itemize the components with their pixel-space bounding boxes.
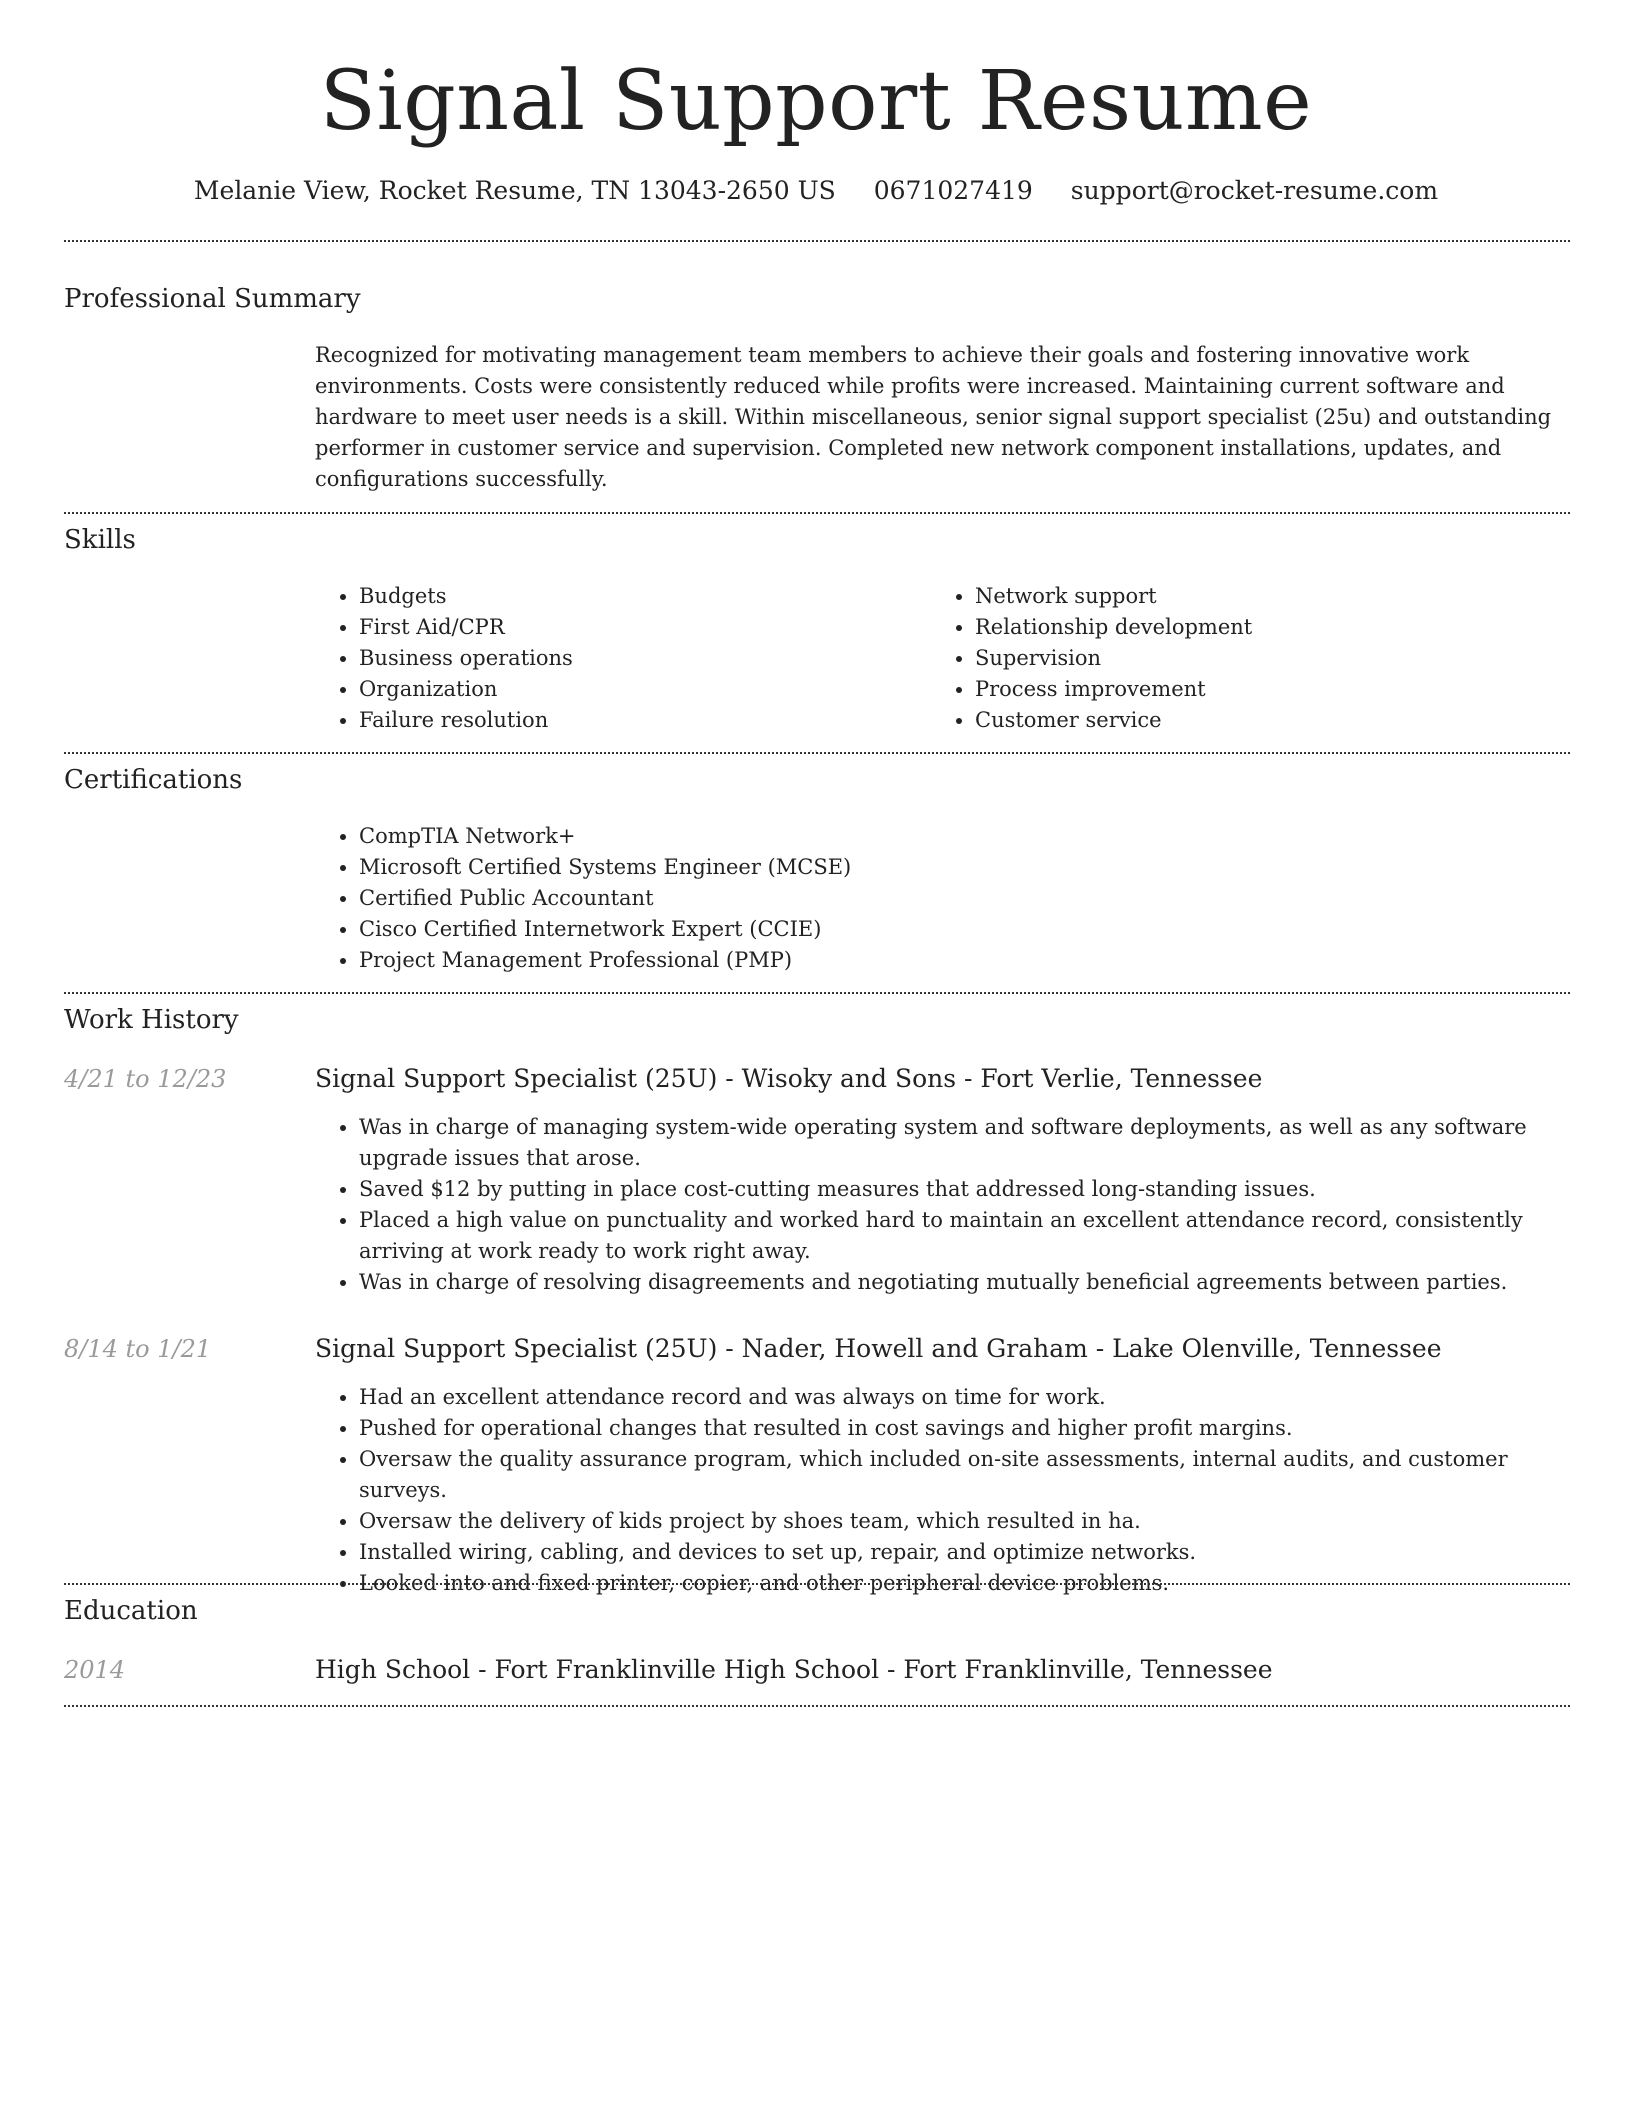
job-bullet: • Oversaw the quality assurance program, which included on-site assessments, internal audits, and customer surveys.: [359, 1444, 1571, 1506]
section-divider: [64, 1705, 1570, 1707]
job-bullet: • Was in charge of managing system-wide operating system and software deployments, as well as any software upgrade issues that arose.: [359, 1112, 1571, 1174]
job-bullet: • Looked into and fixed printer, copier, and other peripheral device problems.: [359, 1568, 1571, 1599]
resume-header: [0, 0, 1632, 208]
skill-item: • Failure resolution: [359, 705, 931, 736]
job-heading: Signal Support Specialist (25U) - Nader, Howell and Graham - Lake Olenville, Tennessee: [315, 1334, 1442, 1363]
skill-item: • Relationship development: [975, 612, 1547, 643]
job-bullets: [315, 1112, 1571, 1298]
skill-item: • Business operations: [359, 643, 931, 674]
skill-item: • Supervision: [975, 643, 1547, 674]
skills-heading: Skills: [64, 525, 136, 555]
section-divider: [64, 992, 1570, 994]
contact-phone: 0671027419: [873, 176, 1033, 205]
skill-item: • Organization: [359, 674, 931, 705]
education-year: 2014: [64, 1656, 126, 1684]
education-heading: Education: [64, 1596, 198, 1626]
section-divider: [64, 752, 1570, 754]
job-bullet: • Pushed for operational changes that resulted in cost savings and higher profit margins.: [359, 1413, 1571, 1444]
summary-text: Recognized for motivating management team members to achieve their goals and fostering innovative work environments. Costs were consistently reduced while profits were increased. Maintaining current software and hardware to meet user needs is a skill. Within miscellaneous, senior signal support specialist (25u) and outstanding performer in customer service and supervision. Completed new network component installations, updates, and configurations successfully.: [315, 343, 1552, 491]
skill-item: • Customer service: [975, 705, 1547, 736]
job-dates: 8/14 to 1/21: [64, 1335, 212, 1363]
job-bullet: • Installed wiring, cabling, and devices to set up, repair, and optimize networks.: [359, 1537, 1571, 1568]
job-dates: 4/21 to 12/23: [64, 1065, 227, 1093]
contact-address: Melanie View, Rocket Resume, TN 13043-2650 US: [193, 176, 836, 205]
job-bullets: [315, 1382, 1571, 1599]
job-bullet: • Placed a high value on punctuality and worked hard to maintain an excellent attendance record, consistently arriving at work ready to work right away.: [359, 1205, 1571, 1267]
resume-title: Signal Support Resume: [319, 54, 1313, 149]
skills-list-right: [931, 581, 1547, 736]
work-history-heading: Work History: [64, 1005, 239, 1035]
contact-email: support@rocket-resume.com: [1070, 176, 1439, 205]
certifications-list: [315, 821, 1571, 976]
skills-section: [315, 581, 1571, 736]
summary-heading: Professional Summary: [64, 284, 361, 314]
job-details: [315, 1382, 1571, 1599]
job-bullet: • Saved $12 by putting in place cost-cutting measures that addressed long-standing issues.: [359, 1174, 1571, 1205]
skill-item: • First Aid/CPR: [359, 612, 931, 643]
certification-item: • Microsoft Certified Systems Engineer (MCSE): [359, 852, 1571, 883]
certification-item: • Project Management Professional (PMP): [359, 945, 1571, 976]
education-entry: High School - Fort Franklinville High School - Fort Franklinville, Tennessee: [315, 1655, 1273, 1684]
job-details: [315, 1112, 1571, 1298]
skills-list-left: [315, 581, 931, 736]
certification-item: • CompTIA Network+: [359, 821, 1571, 852]
section-divider: [64, 512, 1570, 514]
certifications-section: [315, 821, 1571, 976]
skill-item: • Process improvement: [975, 674, 1547, 705]
skill-item: • Budgets: [359, 581, 931, 612]
job-heading: Signal Support Specialist (25U) - Wisoky and Sons - Fort Verlie, Tennessee: [315, 1064, 1263, 1093]
section-divider: [64, 1583, 1570, 1585]
certification-item: • Cisco Certified Internetwork Expert (CCIE): [359, 914, 1571, 945]
certifications-heading: Certifications: [64, 765, 243, 795]
contact-line: [0, 174, 1632, 208]
summary-section: [315, 340, 1571, 495]
job-bullet: • Had an excellent attendance record and was always on time for work.: [359, 1382, 1571, 1413]
job-bullet: • Oversaw the delivery of kids project by shoes team, which resulted in ha.: [359, 1506, 1571, 1537]
certification-item: • Certified Public Accountant: [359, 883, 1571, 914]
section-divider: [64, 240, 1570, 242]
skill-item: • Network support: [975, 581, 1547, 612]
job-bullet: • Was in charge of resolving disagreements and negotiating mutually beneficial agreements between parties.: [359, 1267, 1571, 1298]
